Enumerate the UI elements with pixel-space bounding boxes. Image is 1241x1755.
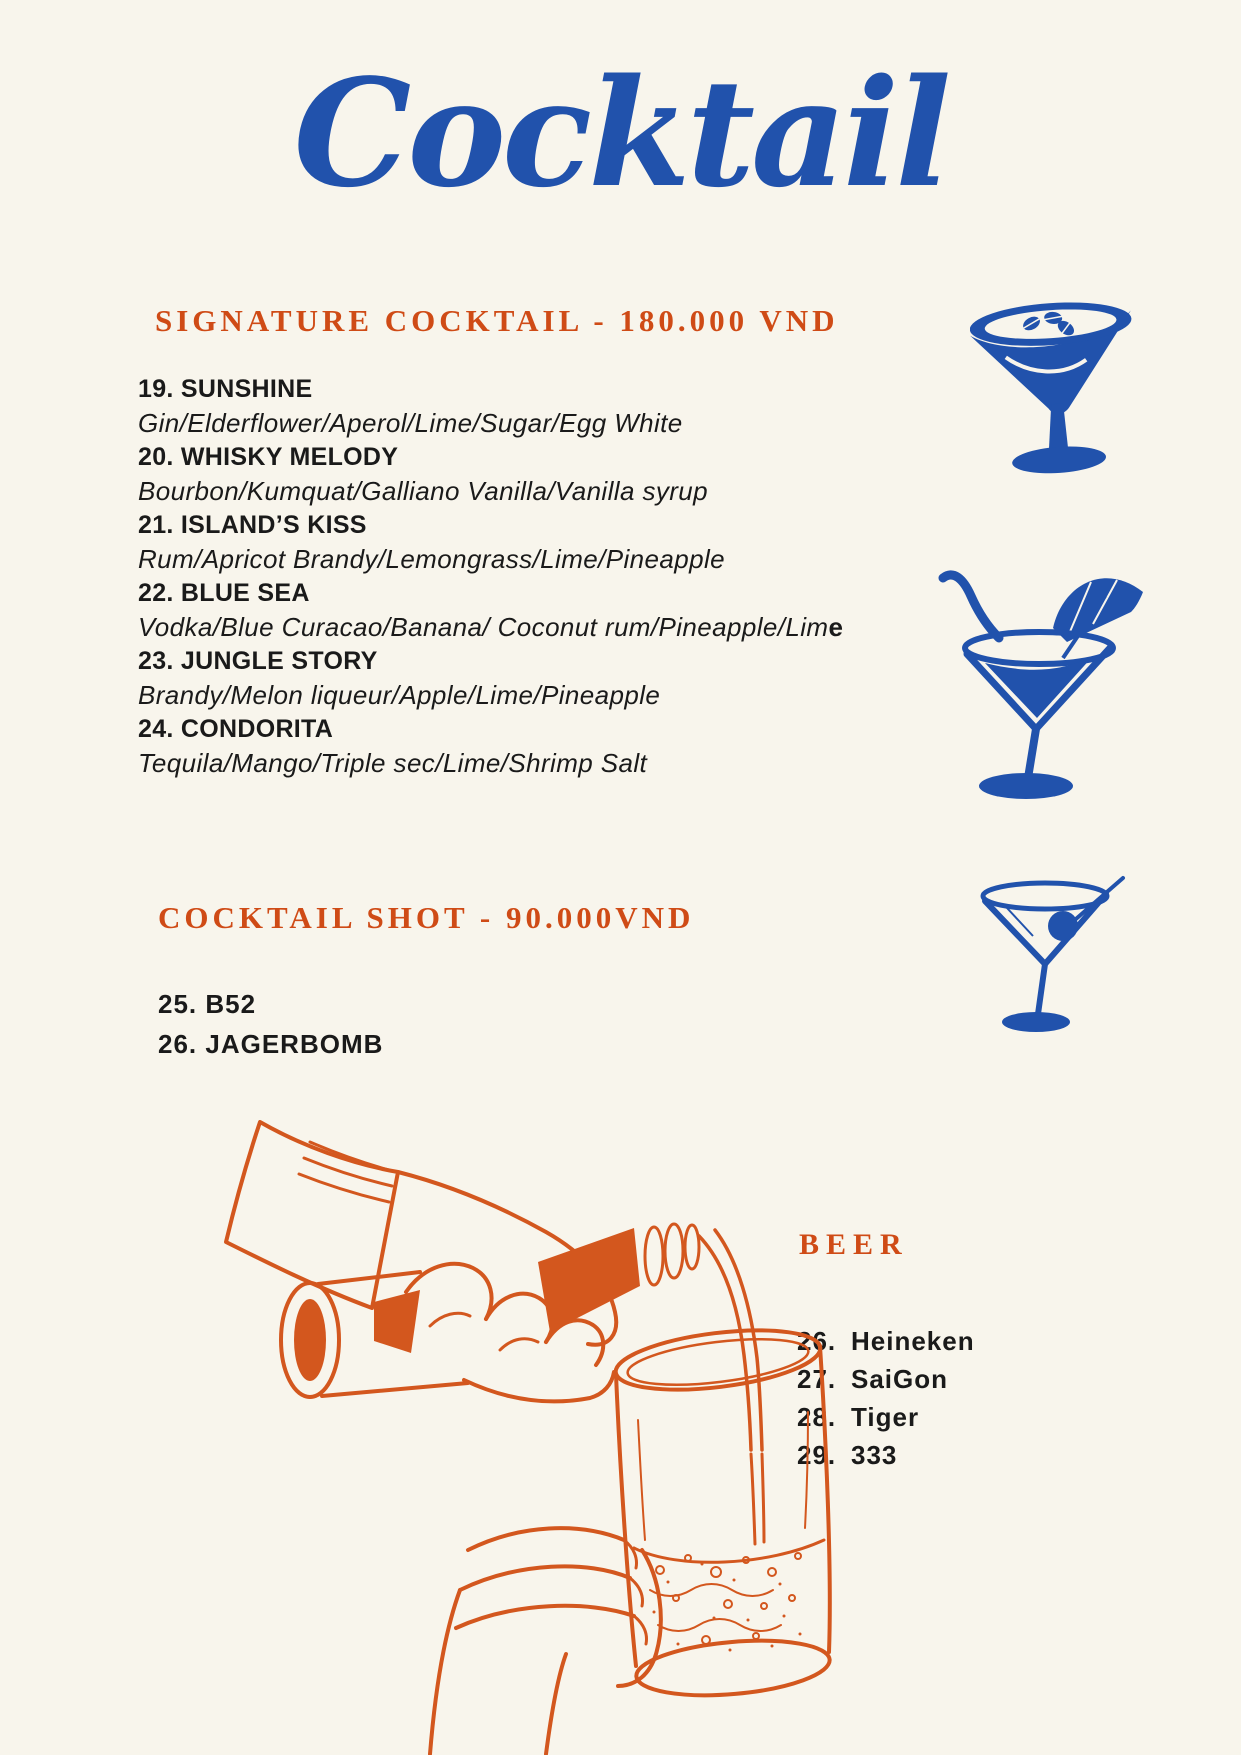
hand-pouring-beer-icon [168, 1120, 863, 1755]
espresso-martini-icon [970, 292, 1140, 482]
menu-item [138, 508, 1038, 576]
item-name: 22. BLUE SEA [138, 579, 310, 607]
beer-item-number: 27. [797, 1364, 837, 1394]
cocktail-shot-section-heading: COCKTAIL SHOT - 90.000VND [158, 900, 695, 935]
ingredients-text: Gin/Elderflower/Aperol/Lime/Sugar/Egg White [138, 408, 683, 438]
item-ingredients [138, 610, 1038, 644]
espresso-martini-glass [970, 298, 1140, 479]
menu-item [138, 644, 1038, 712]
ingredients-text: Tequila/Mango/Triple sec/Lime/Shrimp Salt [138, 748, 648, 778]
item-name: 19. SUNSHINE [138, 375, 313, 403]
item-name: 23. JUNGLE STORY [138, 647, 378, 675]
ingredients-text: Bourbon/Kumquat/Galliano Vanilla/Vanilla syrup [138, 476, 709, 506]
beer-item-label: Heineken [851, 1326, 975, 1356]
ingredients-bold-suffix: e [828, 612, 844, 642]
cocktail-umbrella [1053, 578, 1143, 658]
menu-item [138, 712, 1038, 780]
straw [943, 575, 999, 638]
tropical-cocktail-umbrella-icon [933, 566, 1145, 806]
item-ingredients [138, 474, 1038, 508]
ingredients-text: Brandy/Melon liqueur/Apple/Lime/Pineapple [138, 680, 661, 710]
ingredients-text: Vodka/Blue Curacao/Banana/ Coconut rum/Pineapple/Lim [138, 612, 829, 642]
glass-rim [965, 632, 1113, 664]
shot-item: 26. JAGERBOMB [158, 1029, 384, 1059]
glass-stem [1028, 729, 1036, 778]
beer-item-label: SaiGon [851, 1364, 949, 1394]
menu-item [138, 440, 1038, 508]
item-ingredients [138, 406, 1038, 440]
glass-foot [979, 773, 1073, 799]
page-title: Cocktail [293, 46, 948, 220]
beer-bubbles [653, 1553, 802, 1652]
signature-item-list [138, 372, 1038, 780]
beer-item-number: 28. [797, 1402, 837, 1432]
shot-item: 25. B52 [158, 989, 257, 1019]
ingredients-text: Rum/Apricot Brandy/Lemongrass/Lime/Pineapple [138, 544, 725, 574]
cherry [1048, 911, 1078, 941]
signature-section-heading: SIGNATURE COCKTAIL - 180.000 VND [155, 303, 839, 338]
item-ingredients [138, 542, 1038, 576]
item-name: 20. WHISKY MELODY [138, 443, 399, 471]
beer-item-label: 333 [851, 1440, 898, 1470]
cherry-martini-icon [975, 874, 1135, 1049]
glass-rim [983, 883, 1107, 909]
item-name: 21. ISLAND’S KISS [138, 511, 367, 539]
item-ingredients [138, 678, 1038, 712]
beer-section-heading: BEER [799, 1228, 909, 1261]
sleeve [226, 1122, 398, 1308]
beer-item-number: 29. [797, 1440, 837, 1470]
menu-item [138, 372, 1038, 440]
beer-item-label: Tiger [851, 1402, 920, 1432]
menu-item [138, 576, 1038, 644]
glass-foot [1002, 1012, 1070, 1032]
item-name: 24. CONDORITA [138, 715, 334, 743]
glass-stem [1038, 964, 1045, 1014]
beer-item-number: 26. [797, 1326, 837, 1356]
item-ingredients [138, 746, 1038, 780]
cocktail-shot-item-list [158, 984, 383, 1064]
